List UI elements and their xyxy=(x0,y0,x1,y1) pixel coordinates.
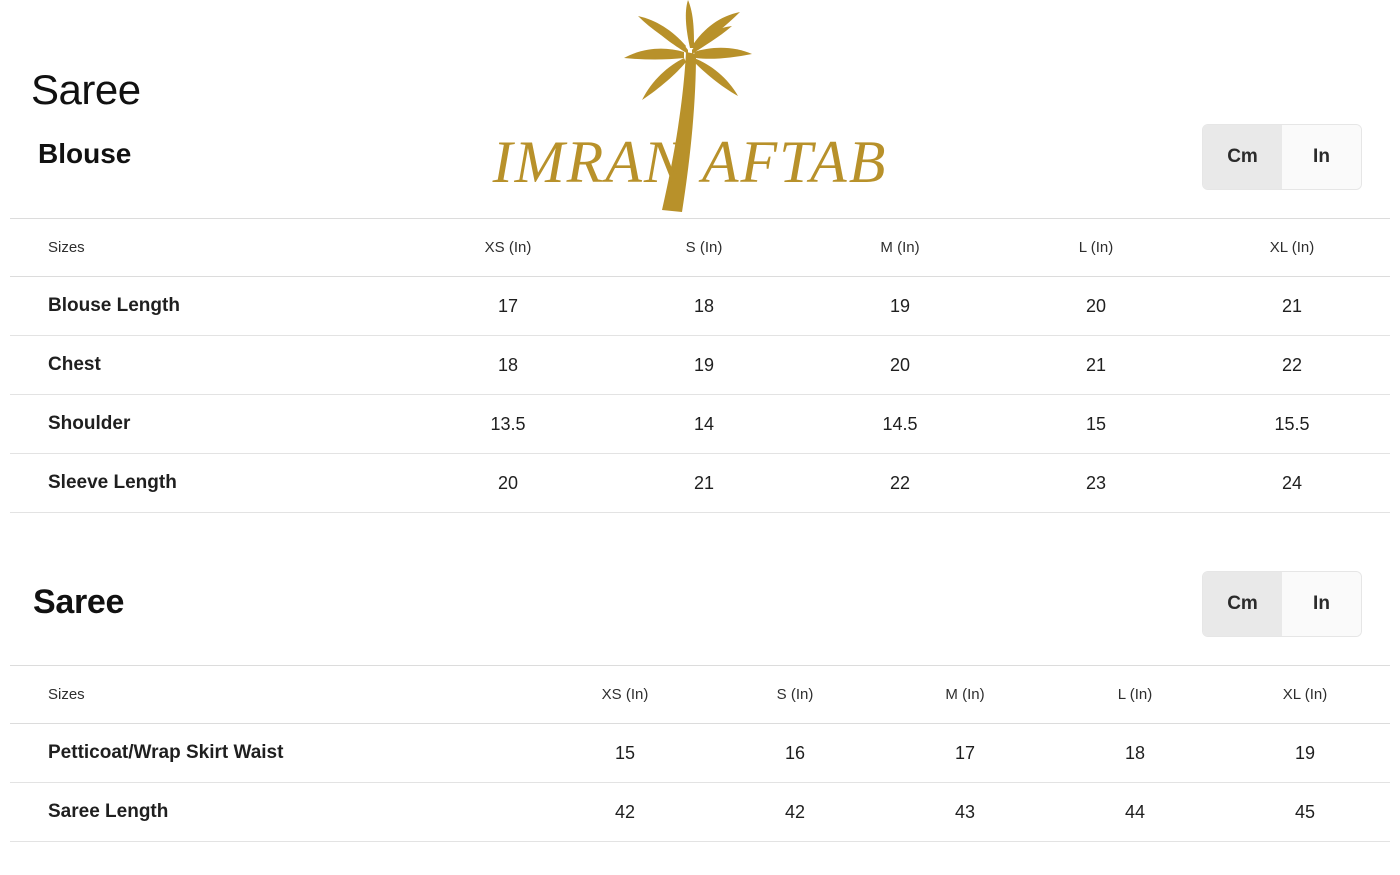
column-header-xs: XS (In) xyxy=(540,666,710,724)
unit-toggle-saree[interactable] xyxy=(1202,571,1362,637)
cell-value: 14 xyxy=(606,395,802,454)
column-header-s: S (In) xyxy=(710,666,880,724)
cell-value: 15 xyxy=(998,395,1194,454)
row-label: Blouse Length xyxy=(10,277,410,336)
cell-value: 15 xyxy=(540,724,710,783)
brand-wordmark: IMRAN AFTAB xyxy=(492,129,888,195)
column-header-sizes: Sizes xyxy=(10,666,540,724)
column-header-sizes: Sizes xyxy=(10,219,410,277)
cell-value: 20 xyxy=(410,454,606,513)
column-header-s: S (In) xyxy=(606,219,802,277)
table-row xyxy=(10,336,1390,395)
cell-value: 22 xyxy=(1194,336,1390,395)
cell-value: 24 xyxy=(1194,454,1390,513)
column-header-xl: XL (In) xyxy=(1194,219,1390,277)
page-title: Saree xyxy=(31,66,141,113)
cell-value: 43 xyxy=(880,783,1050,842)
unit-option-cm[interactable]: Cm xyxy=(1203,125,1282,189)
cell-value: 17 xyxy=(410,277,606,336)
cell-value: 20 xyxy=(802,336,998,395)
cell-value: 20 xyxy=(998,277,1194,336)
column-header-xl: XL (In) xyxy=(1220,666,1390,724)
cell-value: 23 xyxy=(998,454,1194,513)
blouse-size-table xyxy=(10,218,1390,513)
column-header-m: M (In) xyxy=(802,219,998,277)
cell-value: 22 xyxy=(802,454,998,513)
unit-option-in[interactable]: In xyxy=(1282,125,1361,189)
section-title-blouse: Blouse xyxy=(38,138,132,169)
row-label: Chest xyxy=(10,336,410,395)
cell-value: 15.5 xyxy=(1194,395,1390,454)
column-header-m: M (In) xyxy=(880,666,1050,724)
cell-value: 18 xyxy=(410,336,606,395)
cell-value: 44 xyxy=(1050,783,1220,842)
cell-value: 45 xyxy=(1220,783,1390,842)
table-header-row xyxy=(10,666,1390,724)
table-header-row xyxy=(10,219,1390,277)
cell-value: 19 xyxy=(1220,724,1390,783)
brand-logo xyxy=(440,0,940,215)
cell-value: 18 xyxy=(1050,724,1220,783)
table-row xyxy=(10,783,1390,842)
cell-value: 13.5 xyxy=(410,395,606,454)
table-row xyxy=(10,277,1390,336)
table-row xyxy=(10,454,1390,513)
cell-value: 16 xyxy=(710,724,880,783)
cell-value: 17 xyxy=(880,724,1050,783)
row-label: Sleeve Length xyxy=(10,454,410,513)
cell-value: 19 xyxy=(606,336,802,395)
table-row xyxy=(10,724,1390,783)
saree-size-table xyxy=(10,665,1390,842)
row-label: Saree Length xyxy=(10,783,540,842)
cell-value: 42 xyxy=(540,783,710,842)
cell-value: 21 xyxy=(606,454,802,513)
section-title-saree: Saree xyxy=(33,583,125,621)
cell-value: 21 xyxy=(998,336,1194,395)
table-row xyxy=(10,395,1390,454)
cell-value: 21 xyxy=(1194,277,1390,336)
unit-option-cm[interactable]: Cm xyxy=(1203,572,1282,636)
cell-value: 42 xyxy=(710,783,880,842)
cell-value: 18 xyxy=(606,277,802,336)
column-header-l: L (In) xyxy=(998,219,1194,277)
cell-value: 19 xyxy=(802,277,998,336)
row-label: Petticoat/Wrap Skirt Waist xyxy=(10,724,540,783)
unit-option-in[interactable]: In xyxy=(1282,572,1361,636)
cell-value: 14.5 xyxy=(802,395,998,454)
column-header-xs: XS (In) xyxy=(410,219,606,277)
column-header-l: L (In) xyxy=(1050,666,1220,724)
row-label: Shoulder xyxy=(10,395,410,454)
unit-toggle-blouse[interactable] xyxy=(1202,124,1362,190)
